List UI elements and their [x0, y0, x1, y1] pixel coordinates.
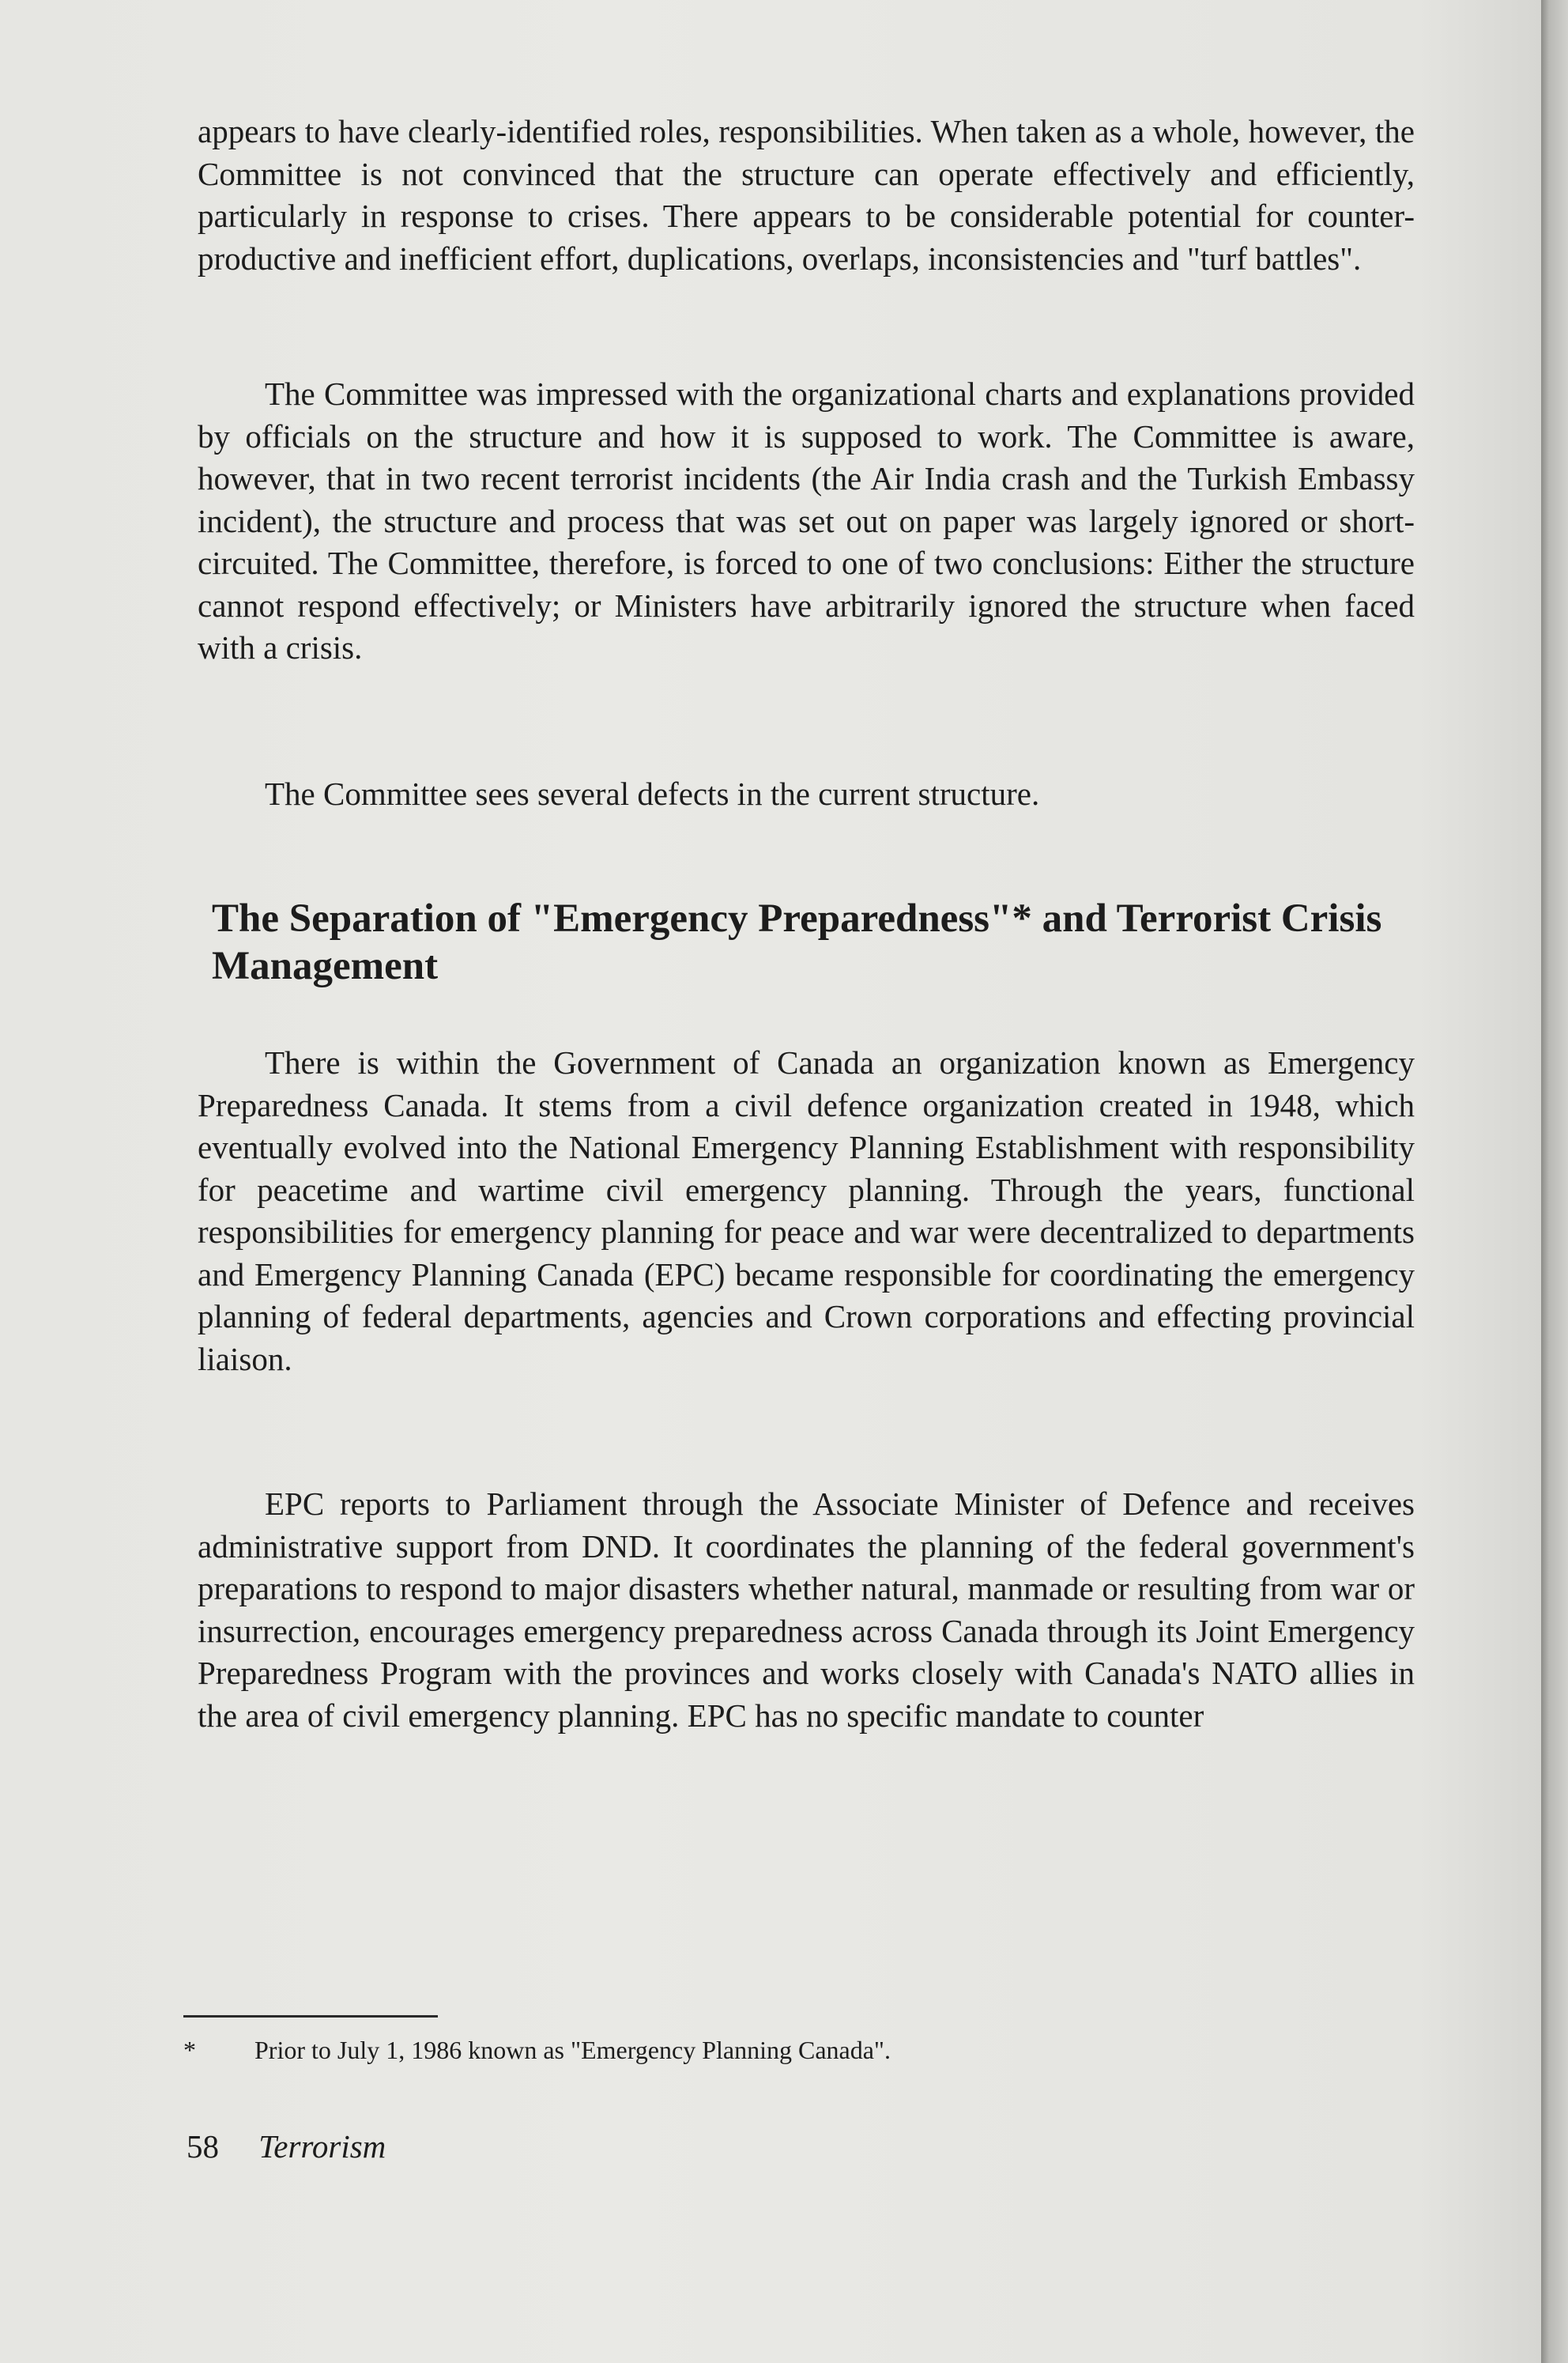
body-paragraph-2: The Committee was impressed with the organizational charts and explanations provided by officials on the structure and how it is supposed to work. The Committee is aware, however, that in two recent terrorist incidents (the Air India crash and the Turkish Embassy incident), the structure and process that was set out on paper was largely ignored or short-circuited. The Committee, therefore, is forced to one of two conclusions: Either the structure cannot respond effectively; or Ministers have arbitrarily ignored the structure when faced with a crisis. — [198, 376, 1415, 666]
section-heading: The Separation of "Emergency Preparedness"* and Terrorist Crisis Management — [212, 897, 1382, 988]
page-number: 58 — [187, 2128, 219, 2165]
footnote-mark: * — [183, 2036, 196, 2064]
footnote-rule — [183, 2015, 438, 2018]
section-paragraph-2: EPC reports to Parliament through the Associate Minister of Defence and receives administrative support from DND. It coordinates the planning of the federal government's preparations to respond to major disasters whether natural, manmade or resulting from war or insurrection, encourages emergency preparedness across Canada through its Joint Emergency Preparedness Program with the provinces and works closely with Canada's NATO allies in the area of civil emergency planning. EPC has no specific mandate to counter — [198, 1485, 1415, 1734]
body-paragraph-1: appears to have clearly-identified roles, responsibilities. When taken as a whole, however, the Committee is not convinced that the structure can operate effectively and efficiently, particularly in response to crises. There appears to be considerable potential for counter-productive and inefficient effort, duplications, overlaps, inconsistencies and "turf battles". — [198, 113, 1415, 277]
footnote-text: Prior to July 1, 1986 known as "Emergency Planning Canada". — [254, 2036, 891, 2064]
section-paragraph-1: There is within the Government of Canada an organization known as Emergency Preparedness Canada. It stems from a civil defence organization created in 1948, which eventually evolved into the National Emergency Planning Establishment with responsibility for peacetime and wartime civil emergency planning. Through the years, functional responsibilities for emergency planning for peace and war were decentralized to departments and Emergency Planning Canada (EPC) became responsible for coordinating the emergency planning of federal departments, agencies and Crown corporations and effecting provincial liaison. — [198, 1044, 1415, 1377]
page-footer — [187, 2127, 386, 2166]
footnote — [183, 2033, 1369, 2067]
page-binding-edge — [1541, 0, 1568, 2363]
running-title: Terrorism — [258, 2128, 386, 2165]
body-paragraph-3: The Committee sees several defects in the current structure. — [265, 776, 1040, 812]
